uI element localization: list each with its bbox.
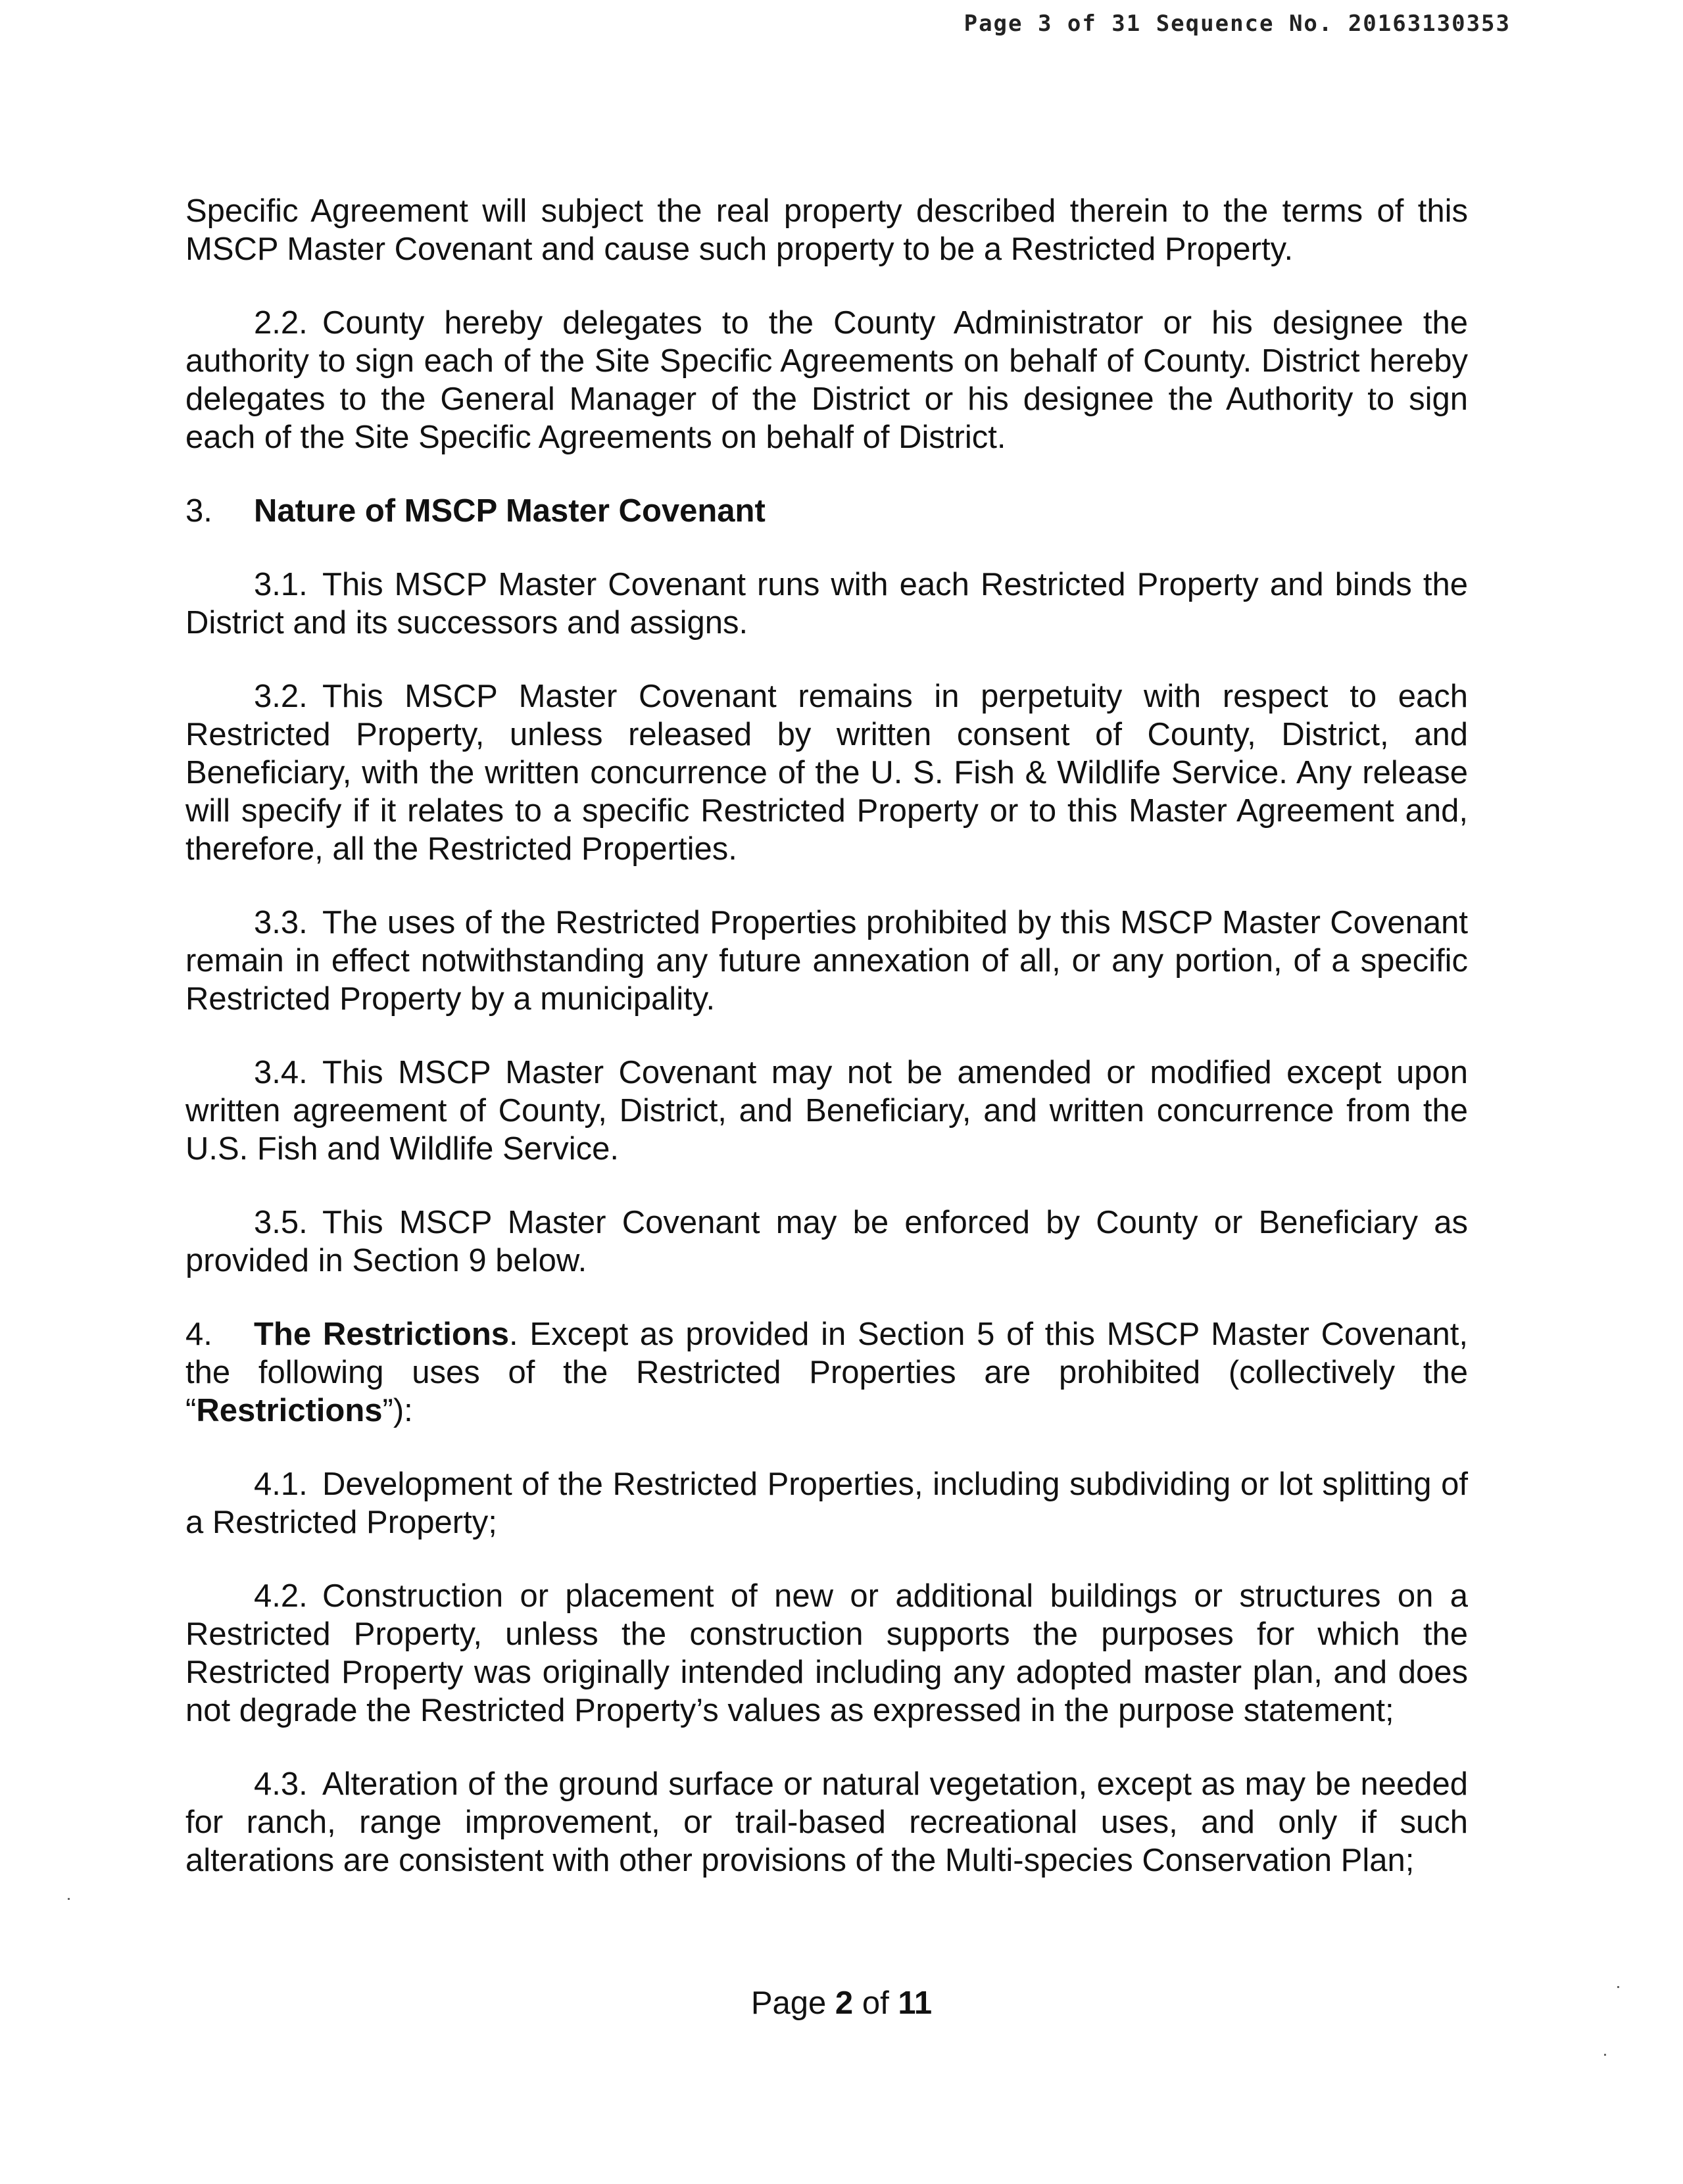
paragraph-text: This MSCP Master Covenant remains in perpetuity with respect to each Restricted Property, unless released by written consent of County, District, and Beneficiary, with the written concurrence of the U. S. Fish & Wildlife Service. Any release will specify if it relates to a specific Restricted Property or to this Master Agreement and, therefore, all the Restricted Properties. xyxy=(185,679,1468,867)
paragraph-number: 4.1. xyxy=(254,1467,308,1502)
paragraph-number: 2.2. xyxy=(254,305,308,341)
paragraph-text: The uses of the Restricted Properties prohibited by this MSCP Master Covenant remain in effect notwithstanding any future annexation of all, or any portion, of a specific Restricted Property by a municipality. xyxy=(185,905,1468,1017)
scan-speck xyxy=(68,1898,70,1900)
of-word: of xyxy=(862,1985,889,2021)
paragraph-text: County hereby delegates to the County Administrator or his designee the authority to sign each of the Site Specific Agreements on behalf of County. District hereby delegates to the General Manager of the District or his designee the Authority to sign each of the Site Specific Agreements on behalf of District. xyxy=(185,305,1468,455)
section-text-end: ”): xyxy=(382,1393,413,1428)
paragraph-number: 3.4. xyxy=(254,1055,308,1090)
paragraph-number: 3.5. xyxy=(254,1205,308,1240)
sequence-stamp: Page 3 of 31 Sequence No. 20163130353 xyxy=(963,11,1511,37)
paragraph-2-2 xyxy=(185,304,1468,456)
defined-term: Restrictions xyxy=(196,1393,383,1428)
paragraph-text: Construction or placement of new or additional buildings or structures on a Restricted Property, unless the construction supports the purposes for which the Restricted Property was originally intended including any adopted master plan, and does not degrade the Restricted Property’s values as expressed in the purpose statement; xyxy=(185,1578,1468,1728)
paragraph-3-5 xyxy=(185,1203,1468,1280)
page-total: 11 xyxy=(898,1985,933,2021)
section-3-heading xyxy=(185,492,1468,530)
paragraph-text: This MSCP Master Covenant may not be amended or modified except upon written agreement of County, District, and Beneficiary, and written concurrence from the U.S. Fish and Wildlife Service. xyxy=(185,1055,1468,1167)
page-footer xyxy=(0,1985,1683,2022)
paragraph-3-2 xyxy=(185,677,1468,868)
scan-speck xyxy=(1604,2054,1606,2056)
paragraph-number: 4.2. xyxy=(254,1578,308,1614)
paragraph-number: 3.3. xyxy=(254,905,308,940)
section-4 xyxy=(185,1315,1468,1430)
page-number: 2 xyxy=(835,1985,854,2021)
section-title: The Restrictions xyxy=(254,1317,510,1352)
section-text: . Except as provided in Section 5 of this MSCP Master Covenant, the following uses of the Restricted Properties are prohibited (collectively the “ xyxy=(185,1317,1468,1428)
paragraph-4-1 xyxy=(185,1465,1468,1541)
page-word: Page xyxy=(750,1985,827,2021)
paragraph-3-4 xyxy=(185,1054,1468,1168)
section-title: Nature of MSCP Master Covenant xyxy=(254,493,766,529)
paragraph-4-2 xyxy=(185,1577,1468,1730)
section-number: 3. xyxy=(185,493,212,529)
paragraph-text: This MSCP Master Covenant may be enforced by County or Beneficiary as provided in Section 9 below. xyxy=(185,1205,1468,1278)
paragraph-text: This MSCP Master Covenant runs with each Restricted Property and binds the District and its successors and assigns. xyxy=(185,567,1468,641)
paragraph-4-3 xyxy=(185,1765,1468,1880)
paragraph-number: 3.2. xyxy=(254,679,308,714)
paragraph-3-1 xyxy=(185,566,1468,642)
paragraph-3-3 xyxy=(185,904,1468,1018)
section-number: 4. xyxy=(185,1317,212,1352)
scan-speck xyxy=(1617,1986,1619,1988)
document-body xyxy=(185,192,1468,1880)
paragraph-intro: Specific Agreement will subject the real property described therein to the terms of this MSCP Master Covenant and cause such property to be a Restricted Property. xyxy=(185,193,1468,267)
paragraph-text: Alteration of the ground surface or natural vegetation, except as may be needed for ranch, range improvement, or trail-based recreational uses, and only if such alterations are consistent with other provisions of the Multi-species Conservation Plan; xyxy=(185,1766,1468,1878)
paragraph-number: 4.3. xyxy=(254,1766,308,1802)
paragraph-number: 3.1. xyxy=(254,567,308,602)
paragraph-text: Development of the Restricted Properties, including subdividing or lot splitting of a Restricted Property; xyxy=(185,1467,1468,1540)
